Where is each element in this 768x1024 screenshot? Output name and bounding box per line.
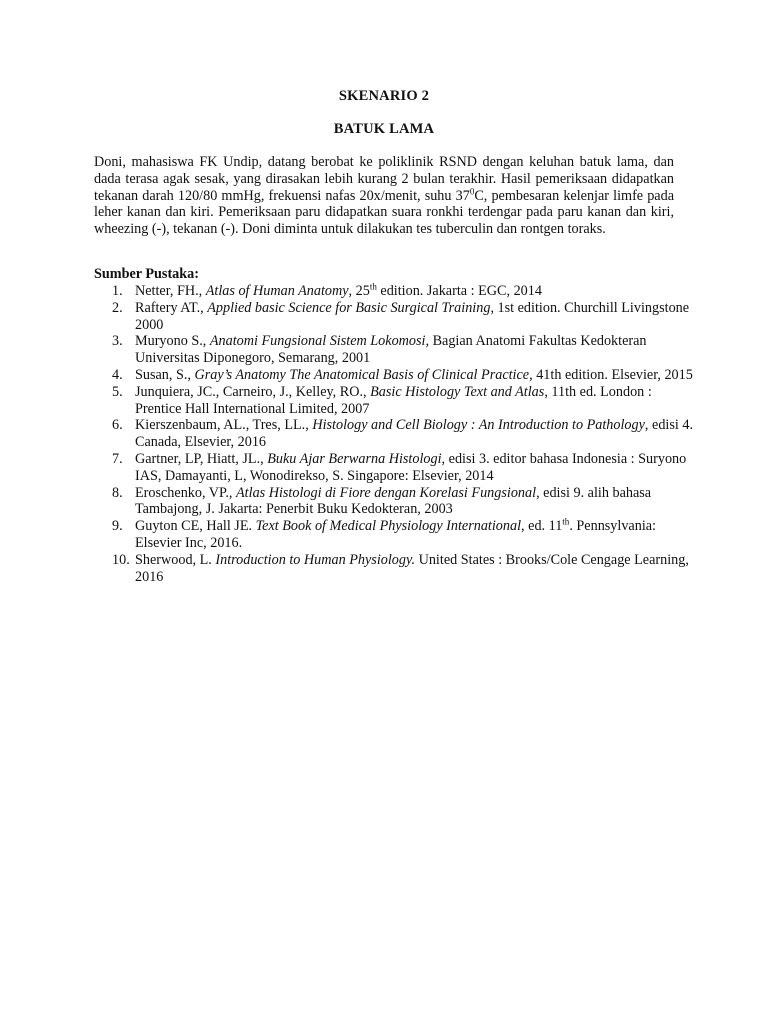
reference-authors: Sherwood, L. bbox=[135, 551, 216, 568]
reference-item bbox=[94, 485, 694, 519]
reference-authors: Guyton CE, Hall JE. bbox=[135, 518, 256, 535]
reference-sup: th bbox=[562, 516, 570, 527]
reference-number: 9. bbox=[112, 518, 123, 535]
reference-details-cont: . Pennsylvania: Elsevier Inc, 2016. bbox=[135, 518, 657, 551]
reference-details: , edisi 9. alih bahasa Tambajong, J. Jakarta: Penerbit Buku Kedokteran, 2003 bbox=[135, 484, 652, 518]
reference-number: 7. bbox=[112, 450, 123, 467]
reference-authors: Netter, FH., bbox=[135, 283, 206, 299]
reference-authors: Junquiera, JC., Carneiro, J., Kelley, RO., bbox=[135, 383, 371, 400]
reference-number: 3. bbox=[112, 333, 123, 350]
reference-title: Buku Ajar Berwarna Histologi bbox=[267, 450, 442, 467]
reference-details: , 1st edition. Churchill Livingstone 2000 bbox=[135, 299, 690, 333]
reference-number: 2. bbox=[112, 299, 123, 316]
reference-details: , edisi 3. editor bahasa Indonesia : Suryono IAS, Damayanti, L, Wonodirekso, S. Singapore: Elsevier, 2014 bbox=[135, 450, 687, 484]
case-text-part2: C, pembesaran kelenjar limfe pada leher kanan dan kiri. Pemeriksaan paru didapatkan suara ronkhi terdengar pada paru kanan dan kiri, wheezing (-), tekanan (-). Doni diminta untuk dilakukan tes tuberculin dan rontgen toraks. bbox=[94, 187, 674, 238]
reference-title: Introduction to Human Physiology. bbox=[215, 551, 416, 568]
reference-details: , 25 bbox=[348, 283, 370, 299]
reference-details: , 11th ed. London : Prentice Hall International Limited, 2007 bbox=[135, 383, 652, 417]
case-degree-sup: 0 bbox=[469, 185, 475, 196]
reference-details-cont: edition. Jakarta : EGC, 2014 bbox=[376, 283, 542, 299]
reference-title: Applied basic Science for Basic Surgical Training bbox=[207, 299, 491, 316]
reference-title: Text Book of Medical Physiology International bbox=[255, 518, 522, 535]
reference-title: Gray’s Anatomy The Anatomical Basis of Clinical Practice bbox=[194, 366, 530, 383]
reference-authors: Susan, S., bbox=[135, 366, 195, 383]
reference-number: 6. bbox=[112, 417, 123, 434]
reference-details: United States : Brooks/Cole Cengage Learning, 2016 bbox=[135, 551, 689, 585]
reference-title: Histology and Cell Biology : An Introduction to Pathology bbox=[312, 417, 645, 434]
reference-title: Atlas Histologi di Fiore dengan Korelasi Fungsional bbox=[236, 484, 537, 501]
reference-authors: Muryono S., bbox=[135, 333, 210, 350]
references-heading: Sumber Pustaka: bbox=[94, 266, 199, 282]
reference-title: Basic Histology Text and Atlas bbox=[370, 383, 545, 400]
reference-title: Atlas of Human Anatomy bbox=[205, 283, 349, 299]
reference-details: , edisi 4. Canada, Elsevier, 2016 bbox=[135, 417, 693, 451]
reference-number: 5. bbox=[112, 383, 123, 400]
case-paragraph bbox=[94, 154, 674, 238]
reference-number: 4. bbox=[112, 366, 123, 383]
reference-item bbox=[94, 283, 694, 300]
references-list bbox=[94, 283, 694, 585]
reference-title: Anatomi Fungsional Sistem Lokomosi, bbox=[209, 333, 430, 350]
reference-authors: Kierszenbaum, AL., Tres, LL., bbox=[135, 417, 313, 434]
reference-authors: Eroschenko, VP., bbox=[135, 484, 237, 501]
reference-details: Bagian Anatomi Fakultas Kedokteran Universitas Diponegoro, Semarang, 2001 bbox=[135, 333, 647, 367]
reference-item bbox=[94, 451, 694, 485]
reference-authors: Gartner, LP, Hiatt, JL., bbox=[135, 450, 268, 467]
reference-details: , 41th edition. Elsevier, 2015 bbox=[529, 366, 693, 383]
reference-item bbox=[94, 552, 694, 586]
reference-item bbox=[94, 518, 694, 552]
reference-item bbox=[94, 384, 694, 418]
scenario-label: SKENARIO 2 bbox=[338, 88, 430, 104]
reference-number: 8. bbox=[112, 484, 123, 501]
reference-sup: th bbox=[369, 281, 377, 292]
case-text-part1: Doni, mahasiswa FK Undip, datang berobat ke poliklinik RSND dengan keluhan batuk lama, dan dada terasa agak sesak, yang dirasakan lebih kurang 2 bulan terakhir. Hasil pemeriksaan didapatkan tekanan darah 120/80 mmHg, frekuensi nafas 20x/menit, suhu 37 bbox=[94, 154, 674, 204]
reference-number: 1. bbox=[112, 283, 123, 299]
reference-item bbox=[94, 300, 694, 334]
reference-details: , ed. 11 bbox=[521, 518, 563, 535]
reference-item bbox=[94, 333, 694, 367]
reference-item bbox=[94, 417, 694, 451]
scenario-title: BATUK LAMA bbox=[333, 121, 435, 137]
reference-item bbox=[94, 367, 694, 384]
reference-number: 10. bbox=[112, 551, 130, 568]
reference-authors: Raftery AT., bbox=[135, 299, 208, 316]
